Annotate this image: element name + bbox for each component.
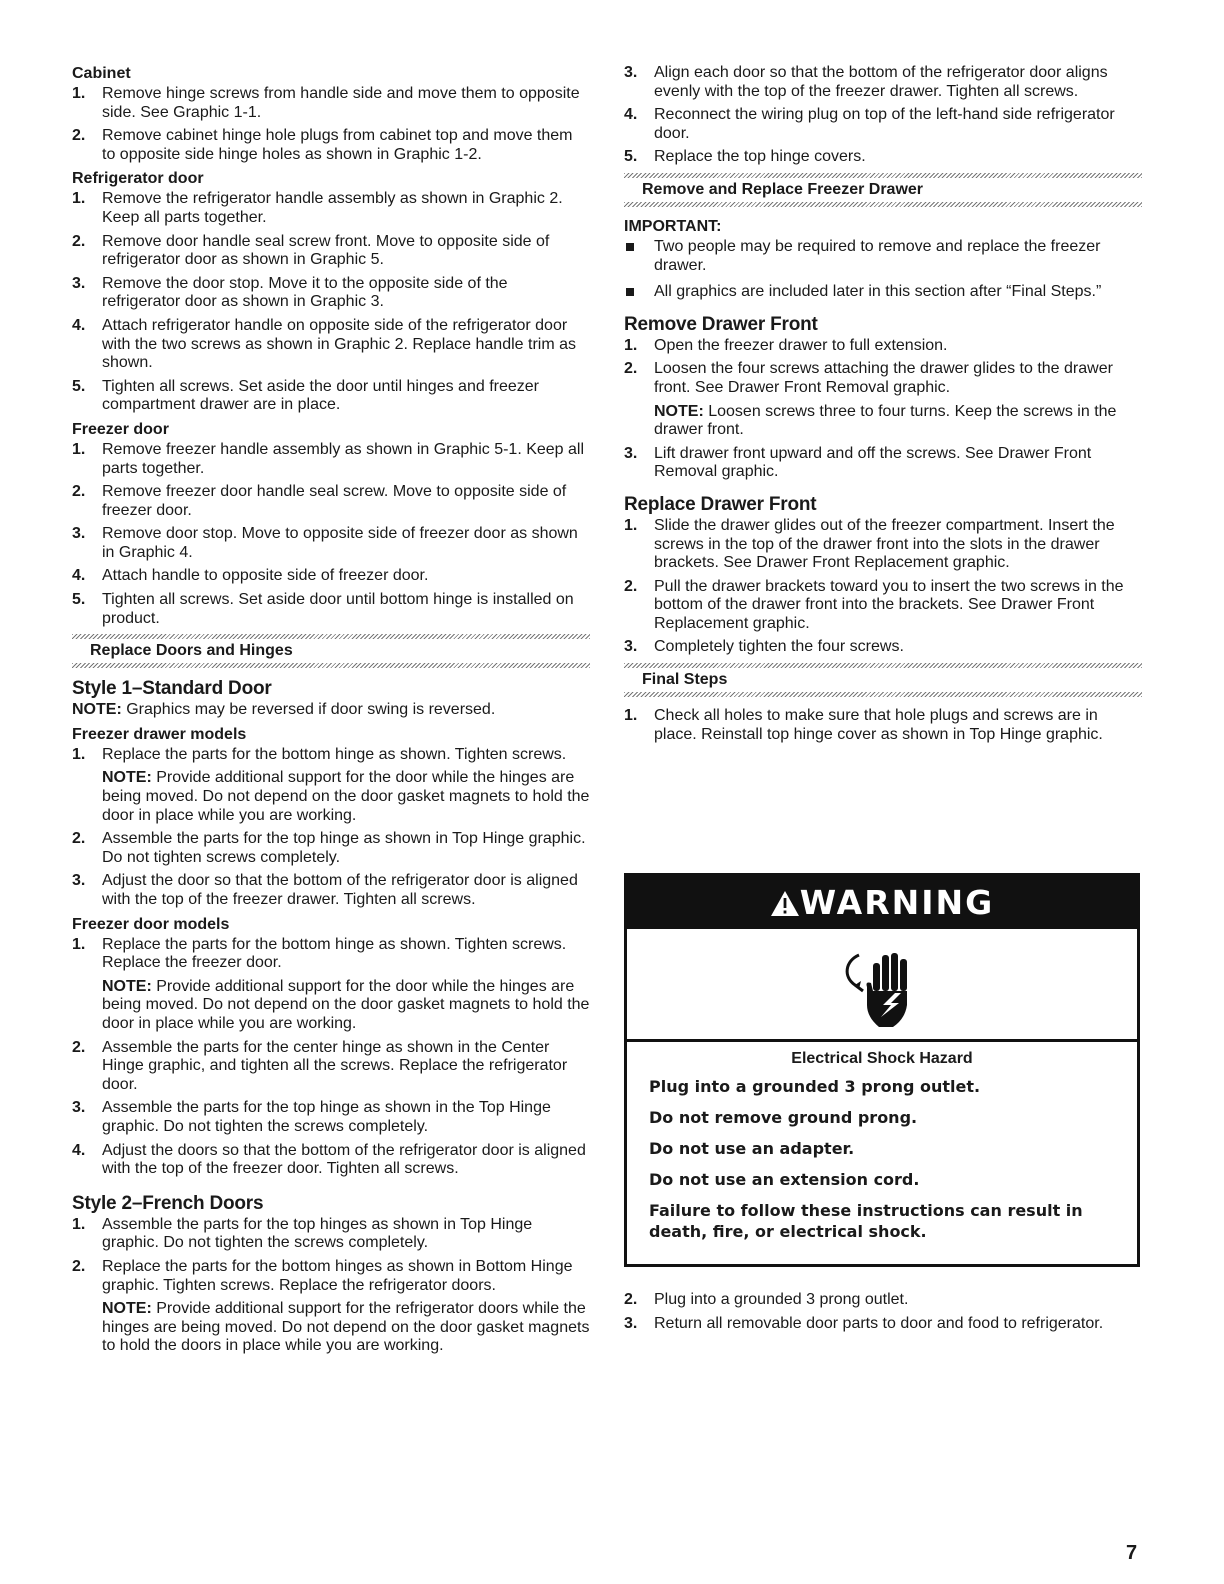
fridge-door-step <box>72 317 590 373</box>
replace-front-step <box>624 517 1142 573</box>
step-number: 2. <box>72 1038 86 1056</box>
step-number: 2. <box>624 577 638 595</box>
step-text: Assemble the parts for the center hinge as shown in the Center Hinge graphic, and tighten all the screws. Replace the refrigerator door. <box>102 1038 568 1093</box>
bar-stripe <box>624 202 1142 207</box>
step-number: 2. <box>72 232 86 250</box>
step-number: 3. <box>624 64 638 81</box>
freezer-door-step <box>72 441 590 478</box>
bar-stripe <box>624 173 1142 178</box>
step-text: Completely tighten the four screws. <box>654 638 904 656</box>
bar-stripe <box>624 663 1142 668</box>
step-text: Remove the refrigerator handle assembly as shown in Graphic 2. Keep all parts together. <box>102 190 563 226</box>
step-number: 4. <box>72 1141 86 1159</box>
style1-heading: Style 1–Standard Door <box>72 678 272 700</box>
drawer-models-step <box>72 830 590 867</box>
page-number: 7 <box>1126 1542 1138 1564</box>
note-label: NOTE: <box>72 701 122 719</box>
step-number: 1. <box>72 935 86 953</box>
bar-stripe <box>72 634 590 639</box>
step-text: Open the freezer drawer to full extension. <box>654 336 948 354</box>
step-text: Check all holes to make sure that hole plugs and screws are in place. Reinstall top hinge cover as shown in Top Hinge graphic. <box>654 707 1103 743</box>
drawer-models-step <box>72 872 590 909</box>
note-label: NOTE: <box>102 977 152 995</box>
step-number: 2. <box>72 1257 86 1275</box>
step-number: 2. <box>72 483 86 501</box>
step-number: 2. <box>72 830 86 848</box>
note-text: Provide additional support for the door while the hinges are being moved. Do not depend on the door gasket magnets to hold the door in place while you are working. <box>102 977 590 1032</box>
step-number: 5. <box>72 377 86 395</box>
step-number: 3. <box>72 525 86 543</box>
note-label: NOTE: <box>654 402 704 420</box>
freezer-door-step <box>72 483 590 520</box>
final-step <box>624 1291 1142 1310</box>
warning-title <box>770 883 994 922</box>
step-number: 2. <box>624 1291 638 1308</box>
step-text: Replace the top hinge covers. <box>654 148 866 166</box>
warning-triangle-icon <box>770 890 800 917</box>
step-number: 3. <box>72 872 86 890</box>
freezer-door-heading: Freezer door <box>72 420 169 438</box>
step-number: 4. <box>72 316 86 334</box>
final-step <box>624 1315 1142 1334</box>
step-text: Replace the parts for the bottom hinge as shown. Tighten screws. Replace the freezer door. <box>102 935 567 972</box>
step-text: Adjust the door so that the bottom of the refrigerator door is aligned with the top of the freezer drawer. Tighten all screws. <box>102 872 578 908</box>
step-text: Loosen the four screws attaching the drawer glides to the drawer front. See Drawer Front Removal graphic. <box>654 360 1113 396</box>
section-bar-label: Replace Doors and Hinges <box>90 642 293 660</box>
note-text: Provide additional support for the door while the hinges are being moved. Do not depend on the door gasket magnets to hold the door in place while you are working. <box>102 769 590 824</box>
left-column <box>72 64 590 1361</box>
right-column-bottom <box>624 1291 1142 1338</box>
warning-header <box>627 876 1137 929</box>
replace-front-step <box>624 578 1142 634</box>
warning-title-text: WARNING <box>799 883 995 922</box>
door-models-heading: Freezer door models <box>72 915 230 933</box>
hazard-title: Electrical Shock Hazard <box>791 1050 973 1067</box>
important-bullet <box>624 283 1142 302</box>
drawer-models-note <box>72 769 590 825</box>
step-number: 1. <box>72 440 86 458</box>
warning-line: Plug into a grounded 3 prong outlet. <box>649 1077 981 1096</box>
step-number: 1. <box>72 745 86 763</box>
step-number: 1. <box>624 707 638 725</box>
bullet-square-icon <box>626 243 634 251</box>
warning-line: Failure to follow these instructions can result in death, fire, or electrical shock. <box>649 1201 1083 1241</box>
step-text: Align each door so that the bottom of the refrigerator door aligns evenly with the top of the freezer drawer. Tighten all screws. <box>654 64 1108 100</box>
cabinet-step <box>72 85 590 122</box>
final-step <box>624 707 1142 744</box>
door-models-step <box>72 1039 590 1095</box>
step-text: Adjust the doors so that the bottom of the refrigerator door is aligned with the top of the freezer door. Tighten all screws. <box>102 1141 586 1178</box>
bullet-text: All graphics are included later in this section after “Final Steps.” <box>654 283 1102 301</box>
step-text: Assemble the parts for the top hinge as shown in the Top Hinge graphic. Do not tighten the screws completely. <box>102 1099 551 1135</box>
step-number: 3. <box>624 444 638 462</box>
style2-step <box>72 1258 590 1295</box>
step-text: Remove the door stop. Move it to the opposite side of the refrigerator door as shown in Graphic 3. <box>102 274 508 311</box>
step-number: 4. <box>624 106 638 124</box>
warning-line: Do not use an adapter. <box>649 1139 855 1158</box>
remove-front-step <box>624 360 1142 397</box>
step-text: Pull the drawer brackets toward you to insert the two screws in the bottom of the drawer front into the brackets. See Drawer Front Replacement graphic. <box>654 577 1124 632</box>
freezer-door-step <box>72 591 590 628</box>
warning-body <box>627 1042 1137 1242</box>
freezer-door-step <box>72 525 590 562</box>
step-number: 3. <box>72 1099 86 1117</box>
bullet-square-icon <box>626 288 634 296</box>
drawer-models-step <box>72 746 590 765</box>
note-label: NOTE: <box>102 1300 152 1318</box>
fridge-door-step <box>72 378 590 415</box>
fridge-door-step <box>72 190 590 227</box>
step-number: 1. <box>72 190 86 208</box>
step-text: Remove hinge screws from handle side and move them to opposite side. See Graphic 1-1. <box>102 85 580 121</box>
style2-heading: Style 2–French Doors <box>72 1192 264 1214</box>
step-text: Plug into a grounded 3 prong outlet. <box>654 1291 909 1308</box>
step-text: Attach handle to opposite side of freezer door. <box>102 567 429 585</box>
fridge-door-step <box>72 275 590 312</box>
step-text: Assemble the parts for the top hinge as shown in Top Hinge graphic. Do not tighten screws completely. <box>102 830 586 866</box>
warning-line: Do not remove ground prong. <box>649 1108 918 1127</box>
note-text: Provide additional support for the refrigerator doors while the hinges are being moved. Do not depend on the door gasket magnets to hold the doors in place while you are working. <box>102 1300 590 1355</box>
step-text: Remove door stop. Move to opposite side of freezer door as shown in Graphic 4. <box>102 525 578 561</box>
note-text: Loosen screws three to four turns. Keep the screws in the drawer front. <box>654 402 1117 439</box>
section-bar-replace-doors <box>72 634 590 668</box>
continued-step <box>624 148 1142 167</box>
step-number: 3. <box>72 274 86 292</box>
step-number: 1. <box>624 336 638 354</box>
remove-front-heading: Remove Drawer Front <box>624 313 818 335</box>
important-bullet <box>624 238 1142 275</box>
step-text: Replace the parts for the bottom hinge as shown. Tighten screws. <box>102 745 567 763</box>
step-number: 1. <box>72 1215 86 1233</box>
door-models-step <box>72 936 590 973</box>
fridge-door-step <box>72 233 590 270</box>
warning-line: Do not use an extension cord. <box>649 1170 920 1189</box>
cabinet-heading: Cabinet <box>72 65 131 82</box>
step-number: 1. <box>624 516 638 534</box>
replace-front-heading: Replace Drawer Front <box>624 493 817 515</box>
step-text: Replace the parts for the bottom hinges as shown in Bottom Hinge graphic. Tighten screws. Replace the refrigerator doors. <box>102 1257 573 1294</box>
step-number: 2. <box>624 360 638 378</box>
section-bar-label: Remove and Replace Freezer Drawer <box>642 180 924 198</box>
step-text: Return all removable door parts to door and food to refrigerator. <box>654 1314 1104 1332</box>
step-number: 1. <box>72 85 86 102</box>
step-text: Reconnect the wiring plug on top of the left-hand side refrigerator door. <box>654 106 1115 142</box>
note-label: NOTE: <box>102 769 152 787</box>
door-models-step <box>72 1099 590 1136</box>
shock-icon-area <box>627 929 1137 1042</box>
door-models-step <box>72 1142 590 1179</box>
cabinet-step <box>72 127 590 164</box>
section-bar-freezer-drawer <box>624 173 1142 207</box>
step-number: 2. <box>72 127 86 145</box>
step-text: Tighten all screws. Set aside door until bottom hinge is installed on product. <box>102 591 574 627</box>
freezer-door-step <box>72 567 590 586</box>
step-number: 3. <box>624 1314 638 1332</box>
bar-stripe <box>624 692 1142 697</box>
door-models-note <box>72 978 590 1034</box>
right-column <box>624 64 1142 749</box>
electrical-shock-hand-icon <box>837 947 927 1029</box>
step-text: Attach refrigerator handle on opposite side of the refrigerator door with the two screws as shown in Graphic 2. Replace handle trim as shown. <box>102 316 576 372</box>
style2-note <box>72 1300 590 1356</box>
step-text: Remove freezer door handle seal screw. Move to opposite side of freezer door. <box>102 483 567 519</box>
step-number: 4. <box>72 567 86 585</box>
drawer-models-heading: Freezer drawer models <box>72 725 247 743</box>
bullet-text: Two people may be required to remove and replace the freezer drawer. <box>654 237 1101 274</box>
style1-note <box>72 701 590 720</box>
step-text: Remove cabinet hinge hole plugs from cabinet top and move them to opposite side hinge holes as shown in Graphic 1-2. <box>102 127 573 163</box>
remove-front-step <box>624 337 1142 356</box>
note-text: Graphics may be reversed if door swing is reversed. <box>121 701 496 719</box>
important-label: IMPORTANT: <box>624 217 722 235</box>
step-text: Assemble the parts for the top hinges as shown in Top Hinge graphic. Do not tighten the screws completely. <box>102 1215 533 1252</box>
warning-box <box>624 873 1140 1267</box>
fridge-door-heading: Refrigerator door <box>72 170 204 188</box>
section-bar-final-steps <box>624 663 1142 697</box>
step-text: Remove freezer handle assembly as shown in Graphic 5-1. Keep all parts together. <box>102 440 585 477</box>
section-bar-label: Final Steps <box>642 671 728 689</box>
continued-step <box>624 106 1142 143</box>
step-text: Lift drawer front upward and off the screws. See Drawer Front Removal graphic. <box>654 444 1092 481</box>
step-text: Tighten all screws. Set aside the door until hinges and freezer compartment drawer are in place. <box>102 377 539 414</box>
step-text: Remove door handle seal screw front. Move to opposite side of refrigerator door as shown in Graphic 5. <box>102 232 550 269</box>
replace-front-step <box>624 638 1142 657</box>
remove-front-note <box>624 403 1142 440</box>
step-number: 3. <box>624 638 638 656</box>
bar-stripe <box>72 663 590 668</box>
step-number: 5. <box>72 591 86 609</box>
remove-front-step <box>624 445 1142 482</box>
step-number: 5. <box>624 148 638 166</box>
continued-step <box>624 64 1142 101</box>
style2-step <box>72 1216 590 1253</box>
step-text: Slide the drawer glides out of the freezer compartment. Insert the screws in the top of the drawer front into the slots in the drawer brackets. See Drawer Front Replacement graphic. <box>654 516 1115 572</box>
